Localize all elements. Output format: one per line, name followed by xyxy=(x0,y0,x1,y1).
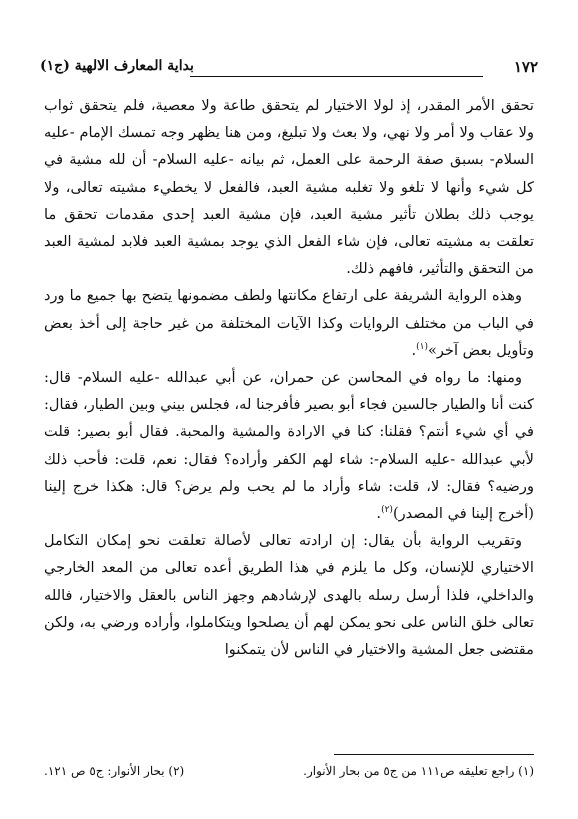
page-header xyxy=(40,58,538,80)
paragraph-1-text: تحقق الأمر المقدر، إذ لولا الاختيار لم يتحقق طاعة ولا معصية، فلم يتحقق ثواب ولا عقاب ولا أمر ولا نهي، ولا بعث ولا تبليغ، ومن هنا يظهر وجه تمسك الإمام -عليه السلام- بسبق صفة الرحمة على العمل، ثم بيانه -عليه السلام- أن لله مشية في كل شيء وأنها لا تلغو ولا تغلبه مشية العبد، فالفعل لا يخطيء مشيته تعالى، ولا يوجب ذلك بطلان تأثير مشية العبد، فإن مشية العبد إحدى مقدمات تحقق ما تعلقت به مشيته تعالى، فإن شاء الفعل الذي يوجد بمشية العبد فلابد لمشية العبد من التحقق والتأثير، فافهم ذلك. xyxy=(44,97,535,278)
paragraph-4 xyxy=(44,527,534,663)
paragraph-1 xyxy=(44,92,534,282)
footnotes xyxy=(44,764,534,784)
footnote-ref-2[interactable]: (٢) xyxy=(381,505,393,516)
running-title: بداية المعارف الالهية (ج١) xyxy=(40,58,194,74)
paragraph-3 xyxy=(44,364,534,527)
paragraph-2 xyxy=(44,282,534,364)
paragraph-2-text: وهذه الرواية الشريفة على ارتفاع مكانتها ولطف مضمونها يتضح بها جميع ما ورد في الباب من مختلف الروايات وكذا الآيات المختلفة من غير حاجة إلى أخذ بعض وتأويل بعض آخر» xyxy=(44,287,534,359)
footnote-2: (٢) بحار الأنوار: ج٥ ص ١٢١. xyxy=(44,764,185,778)
paragraph-3-end: . xyxy=(376,505,382,523)
header-rule xyxy=(190,76,483,77)
paragraph-2-end: . xyxy=(411,341,417,359)
page-number: ١٧٢ xyxy=(513,58,538,76)
footnote-1: (١) راجع تعليقه ص١١١ من ج٥ من بحار الأنوار. xyxy=(303,764,534,778)
paragraph-3-text: ومنها: ما رواه في المحاسن عن حمران، عن أبي عبدالله -عليه السلام- قال: كنت أنا والطيار جالسين فجاء أبو بصير فأفرجنا له، فجلس بيني وبين الطيار، فقال: في أي شيء أنتم؟ فقلنا: كنا في الارادة والمشية والمحبة. فقال أبو بصير: قلت لأبي عبدالله -عليه السلام-: شاء لهم الكفر وأراده؟ فقال: نعم، قلت: فأحب ذلك ورضيه؟ فقال: لا، قلت: شاء وأراد ما لم يحب ولم يرض؟ قال: هكذا خرج إلينا (أخرج إلينا في المصدر) xyxy=(44,369,534,523)
paragraph-4-text: وتقريب الرواية بأن يقال: إن ارادته تعالى لأصالة تعلقت نحو إمكان التكامل الاختياري للإنسان، وكل ما يلزم في هذا الطريق أعده تعالى من المعد الخارجي والداخلي، فلذا أرسل رسله بالهدى لإرشادهم وجهز الناس بالعقل والاختيار، فالله تعالى خلق الناس على نحو يمكن لهم أن يصلحوا ويتكاملوا، وأراده ورضي به، ولكن مقتضى جعل المشية والاختيار في الناس لأن يتمكنوا xyxy=(44,532,534,659)
footnote-rule xyxy=(334,754,534,755)
footnote-ref-1[interactable]: (١) xyxy=(416,341,428,352)
main-text xyxy=(44,92,534,663)
